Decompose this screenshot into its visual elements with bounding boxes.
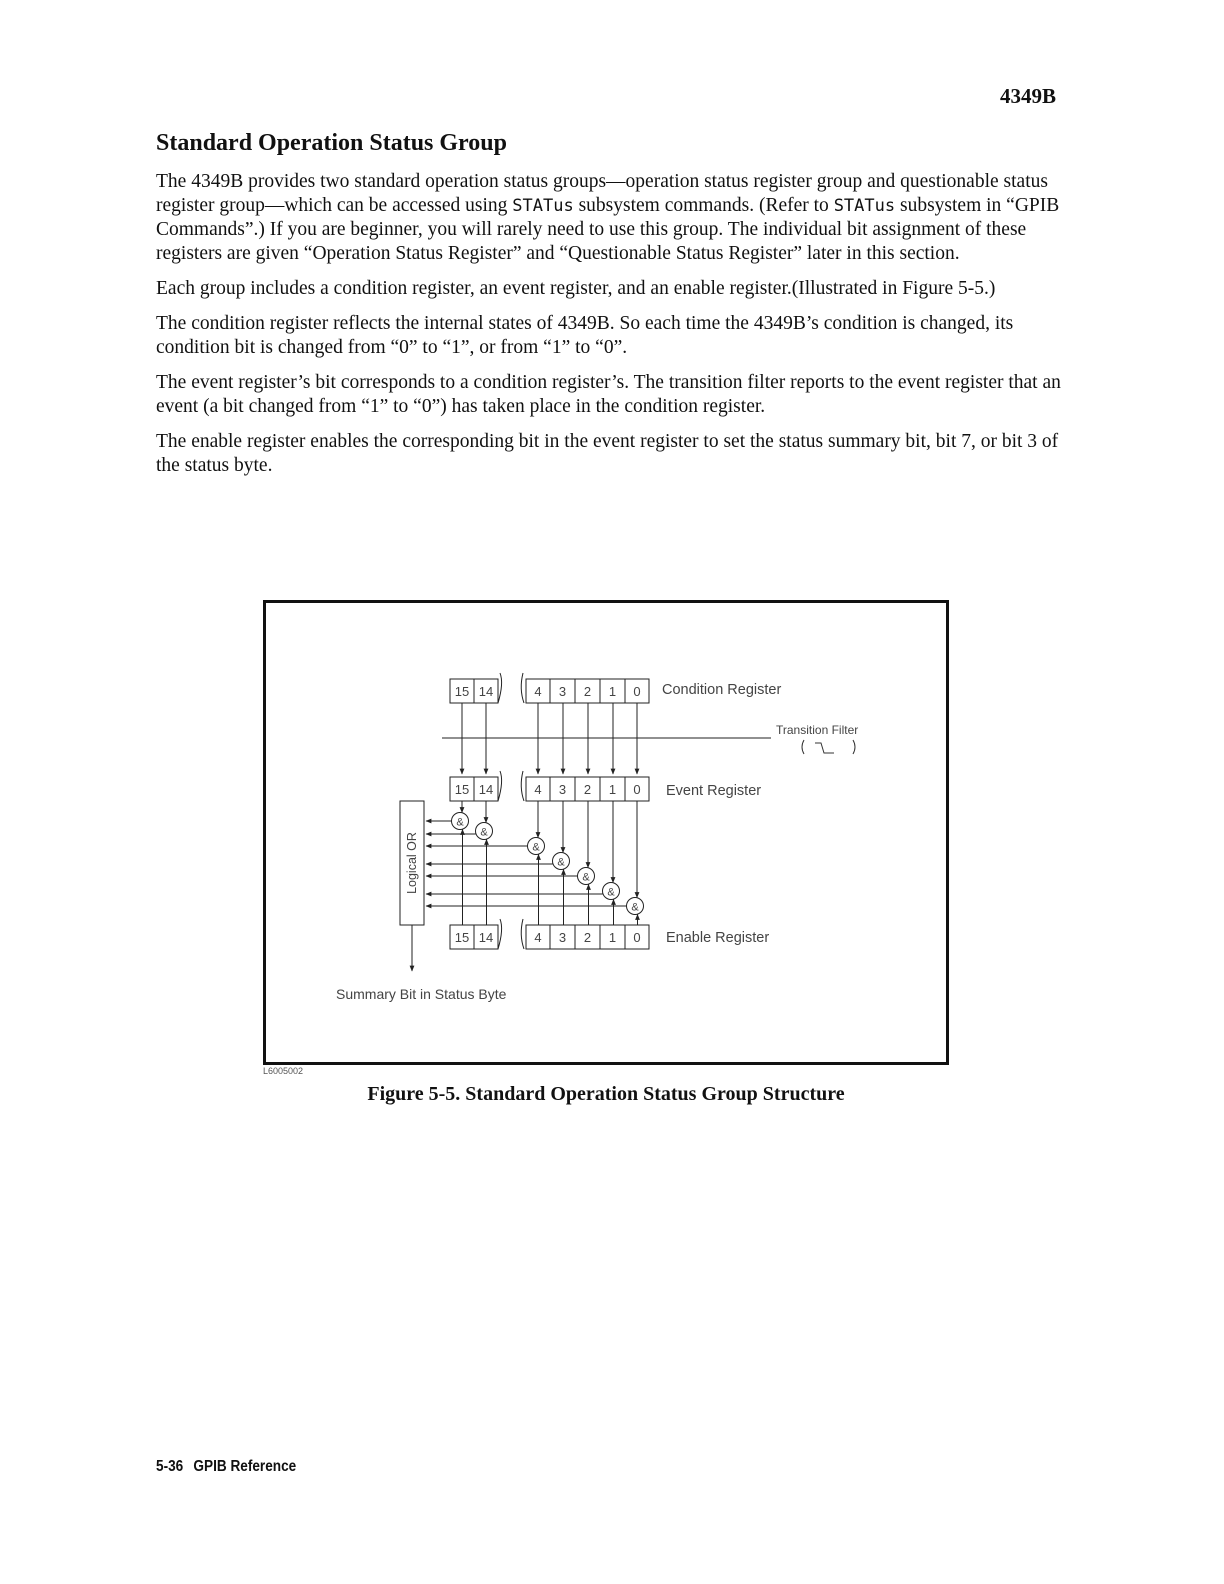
event-bit-label-14: 14 <box>478 782 494 797</box>
enable-bit-label-1: 1 <box>608 930 617 945</box>
event-bit-label-15: 15 <box>454 782 470 797</box>
paragraph-intro <box>156 170 1066 266</box>
condition-register-label: Condition Register <box>662 682 782 698</box>
and-gate-symbol-bit-1: & <box>607 886 615 899</box>
enable-bit-label-0: 0 <box>633 930 641 945</box>
paragraph-enable: The enable register enables the corresponding bit in the event register to set the status summary bit, bit 7, or bit 3 of the status byte. <box>156 431 1059 476</box>
condition-bit-label-4: 4 <box>534 684 542 699</box>
event-break-mark-right <box>521 771 524 801</box>
enable-bit-label-3: 3 <box>558 930 567 945</box>
enable-break-mark-left <box>498 919 502 949</box>
enable-bit-label-4: 4 <box>534 930 542 945</box>
transition-filter-label: Transition Filter <box>776 723 859 737</box>
condition-break-mark-left <box>498 673 502 703</box>
enable-bit-label-2: 2 <box>583 930 592 945</box>
condition-register-cells <box>450 673 649 703</box>
enable-break-mark-right <box>521 919 524 949</box>
figure-status-group-diagram <box>263 600 949 1065</box>
and-gate-symbol-bit-15: & <box>456 816 464 829</box>
enable-register-cells <box>450 919 649 949</box>
condition-bit-label-15: 15 <box>454 684 470 699</box>
figure-id: L6005002 <box>263 1066 304 1076</box>
status-group-diagram <box>266 603 946 1062</box>
event-register-label: Event Register <box>666 783 762 799</box>
event-bit-label-0: 0 <box>633 782 641 797</box>
paragraph-intro-part1: The 4349B provides two standard operation status groups—operation status register group and questionable status register group—which can be accessed using <box>156 171 1048 216</box>
enable-bit-label-15: 15 <box>454 930 470 945</box>
condition-bit-label-0: 0 <box>633 684 641 699</box>
condition-bit-label-3: 3 <box>558 684 567 699</box>
footer-section: GPIB Reference <box>193 1458 297 1475</box>
page-footer <box>156 1458 296 1476</box>
and-gate-symbol-bit-4: & <box>532 841 540 854</box>
status-command-code: STATus <box>512 196 574 216</box>
figure-caption: Figure 5-5. Standard Operation Status Group Structure <box>367 1083 845 1105</box>
paragraph-intro-part2: subsystem commands. (Refer to <box>573 195 834 216</box>
condition-bit-label-14: 14 <box>478 684 494 699</box>
condition-bit-label-2: 2 <box>583 684 592 699</box>
paragraph-registers: Each group includes a condition register, an event register, and an enable register.(Illustrated in Figure 5-5.) <box>156 278 996 299</box>
transition-filter-symbol <box>802 740 855 754</box>
enable-bit-label-14: 14 <box>478 930 494 945</box>
condition-bit-label-1: 1 <box>608 684 617 699</box>
body-text <box>156 170 1066 489</box>
summary-bit-label: Summary Bit in Status Byte <box>336 986 507 1002</box>
paragraph-intro-part3: subsystem in “GPIB Commands”.) If you are beginner, you will rarely need to use this group. The individual bit assignment of these registers are given “Operation Status Register” and “Questionable Status Register” later in this section. <box>156 195 1060 264</box>
paragraph-condition: The condition register reflects the internal states of 4349B. So each time the 4349B’s condition is changed, its condition bit is changed from “0” to “1”, or from “1” to “0”. <box>156 313 1014 358</box>
event-bit-label-2: 2 <box>583 782 592 797</box>
and-gate-symbol-bit-3: & <box>557 856 565 869</box>
condition-break-mark-right <box>521 673 524 703</box>
event-break-mark-left <box>498 771 502 801</box>
event-bit-label-4: 4 <box>534 782 542 797</box>
event-bit-label-3: 3 <box>558 782 567 797</box>
and-gate-symbol-bit-14: & <box>480 826 488 839</box>
section-title: Standard Operation Status Group <box>156 130 507 156</box>
logical-or-label: Logical OR <box>405 832 419 894</box>
and-gate-symbol-bit-0: & <box>631 901 639 914</box>
enable-register-label: Enable Register <box>666 930 770 946</box>
event-bit-label-1: 1 <box>608 782 617 797</box>
event-register-cells <box>450 771 649 801</box>
paragraph-event: The event register’s bit corresponds to a condition register’s. The transition filter reports to the event register that an event (a bit changed from “1” to “0”) has taken place in the condition register. <box>156 372 1061 417</box>
status-command-code-2: STATus <box>833 196 896 216</box>
page-number: 5-36 <box>156 1458 184 1475</box>
and-gate-symbol-bit-2: & <box>582 871 590 884</box>
running-head-model: 4349B <box>999 84 1056 108</box>
